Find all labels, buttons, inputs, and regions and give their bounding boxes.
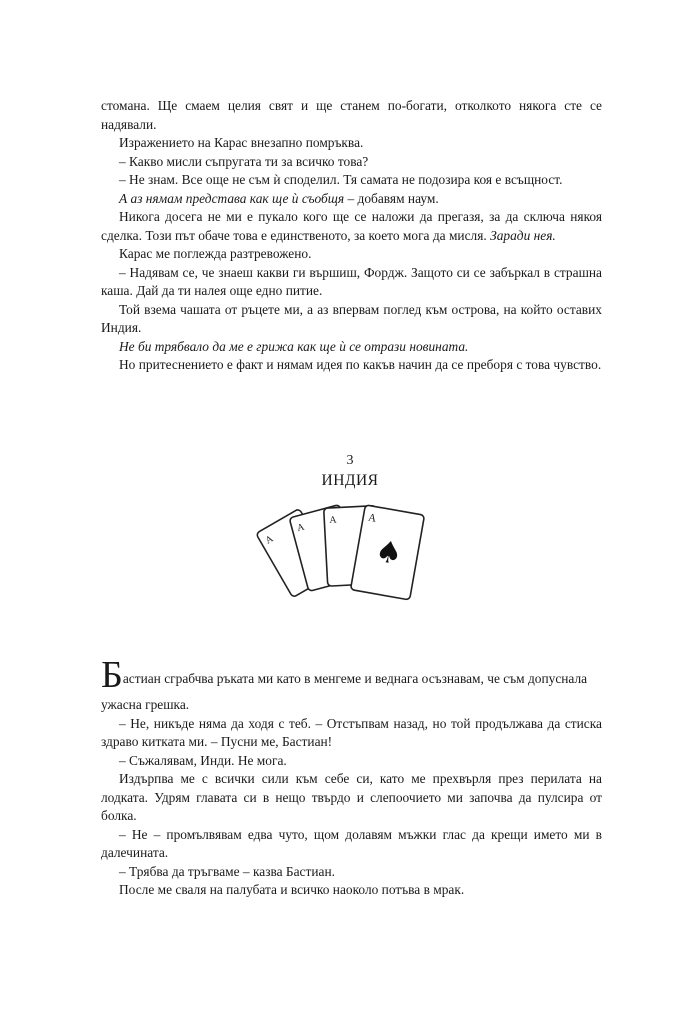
paragraph: Издърпва ме с всички сили към себе си, като ме прехвърля през перилата на лодката. Удрям главата си в нещо твърдо и слепоочието ми започва да пулсира от болка. [101, 771, 602, 823]
card-rank: A [295, 521, 306, 535]
text-span: астиан сграбчва ръката ми като в менгеме и веднага осъзнавам, че съм допуснала [122, 671, 588, 686]
paragraph: – Трябва да тръгваме – казва Бастиан. [119, 863, 335, 879]
card-rank: A [367, 511, 378, 525]
paragraph [101, 654, 602, 696]
paragraph: Но притеснението е факт и нямам идея по какъв начин да се преборя с това чувство. [119, 357, 602, 372]
drop-cap: Б [101, 654, 123, 696]
chapter-title: ИНДИЯ [321, 472, 379, 489]
italic-thought: Не би трябвало да ме е грижа как ще ѝ се отрази новината. [119, 338, 469, 354]
paragraph: стомана. Ще смаем целия свят и ще станем по-богати, отколкото някога сте се надявали. [101, 98, 602, 132]
paragraph: После ме сваля на палубата и всичко наоколо потъва в мрак. [119, 882, 465, 897]
paragraph: Той взема чашата от ръцете ми, а аз впервам поглед към острова, на който оставих Индия. [101, 301, 602, 335]
paragraph: – Не, никъде няма да ходя с теб. – Отстъпвам назад, но той продължава да стиска здраво китката ми. – Пусни ме, Бастиан! [101, 715, 602, 749]
chapter-number: 3 [346, 453, 354, 468]
text-block-chapter [101, 654, 602, 900]
paragraph: Изражението на Карас внезапно помръква. [119, 135, 364, 150]
spade-icon: ♠ [372, 533, 406, 573]
text-span: Никога досега не ми е пукало кого ще се наложи да прегазя, за да сключа някоя сделка. Този път обаче това е единственото, за което мога да мисля. [101, 209, 602, 243]
italic-thought: А аз нямам представа как ще ѝ съобщя [119, 190, 345, 206]
paragraph: – Съжалявам, Инди. Не мога. [119, 752, 287, 768]
italic-thought: Заради нея. [490, 227, 556, 243]
paragraph: – Не – промълвявам едва чуто, щом долавям мъжки глас да крещи името ми в далечината. [101, 826, 602, 860]
paragraph: – Какво мисли съпругата ти за всичко това? [119, 153, 369, 169]
card-rank: A [329, 514, 337, 527]
paragraph: – Не знам. Все още не съм ѝ споделил. Тя самата не подозира коя е всъщност. [119, 172, 563, 187]
paragraph: ужасна грешка. [101, 697, 190, 712]
paragraph: – Надявам се, че знаеш какви ги вършиш, Фордж. Защото си се забъркал в страшна каша. Дай да ти налея още едно питие. [101, 264, 602, 298]
card-rank: A [263, 533, 276, 547]
text-span: – добавям наум. [344, 190, 439, 206]
paragraph: Карас ме поглежда разтревожено. [119, 246, 312, 261]
